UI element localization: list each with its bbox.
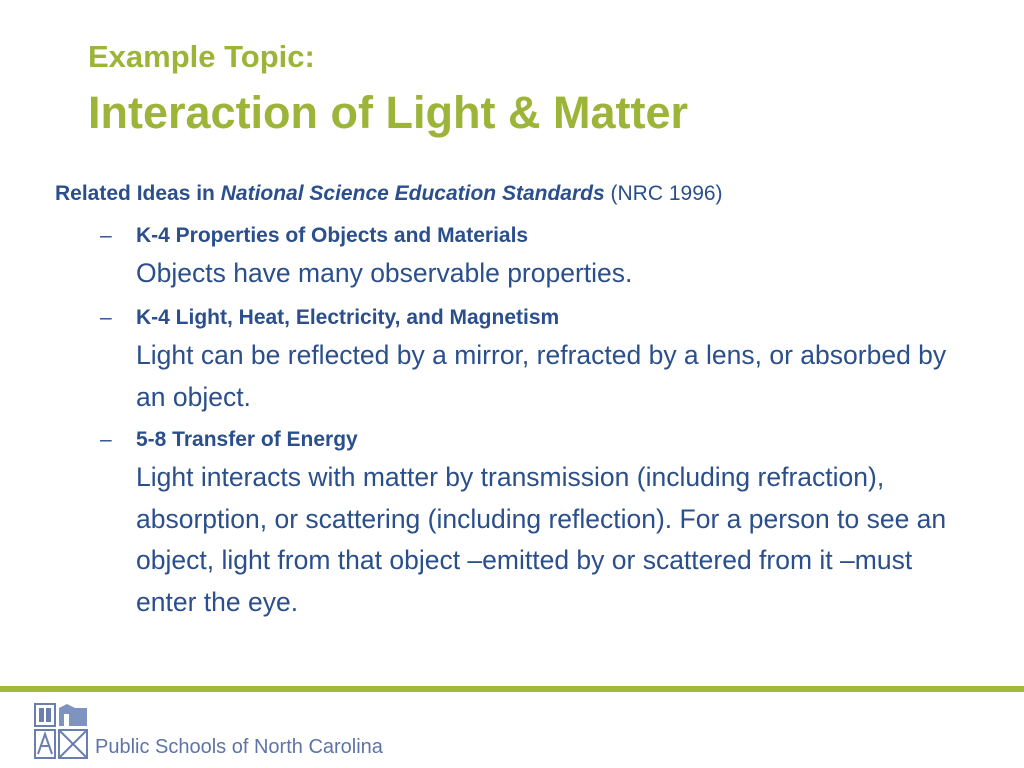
related-ideas-intro: [55, 177, 723, 211]
bullet-dash: –: [100, 428, 112, 451]
list-item-text: Light can be reflected by a mirror, refracted by a lens, or absorbed by an object.: [136, 340, 947, 412]
footer-org-name: Public Schools of North Carolina: [95, 736, 383, 758]
list-item-heading: 5-8 Transfer of Energy: [136, 428, 358, 451]
list-item-heading: K-4 Properties of Objects and Materials: [136, 224, 529, 247]
list-item-heading: K-4 Light, Heat, Electricity, and Magnetism: [136, 306, 560, 329]
nc-public-schools-logo-icon: [33, 702, 88, 760]
footer-divider: [0, 686, 1024, 692]
slide-title-line2: Interaction of Light & Matter: [88, 87, 688, 138]
intro-lead: Related Ideas in: [55, 182, 221, 205]
intro-citation: (NRC 1996): [604, 182, 723, 205]
bullet-dash: –: [100, 224, 112, 247]
list-item-text: Objects have many observable properties.: [136, 258, 633, 288]
intro-source-title: National Science Education Standards: [220, 182, 605, 205]
bullet-dash: –: [100, 306, 112, 329]
list-item-text: Light interacts with matter by transmission (including refraction), absorption, or scattering (including reflection). For a person to see an object, light from that object –emitted by or scattered from it –must enter the eye.: [136, 462, 947, 617]
slide-title-line1: Example Topic:: [88, 39, 315, 74]
